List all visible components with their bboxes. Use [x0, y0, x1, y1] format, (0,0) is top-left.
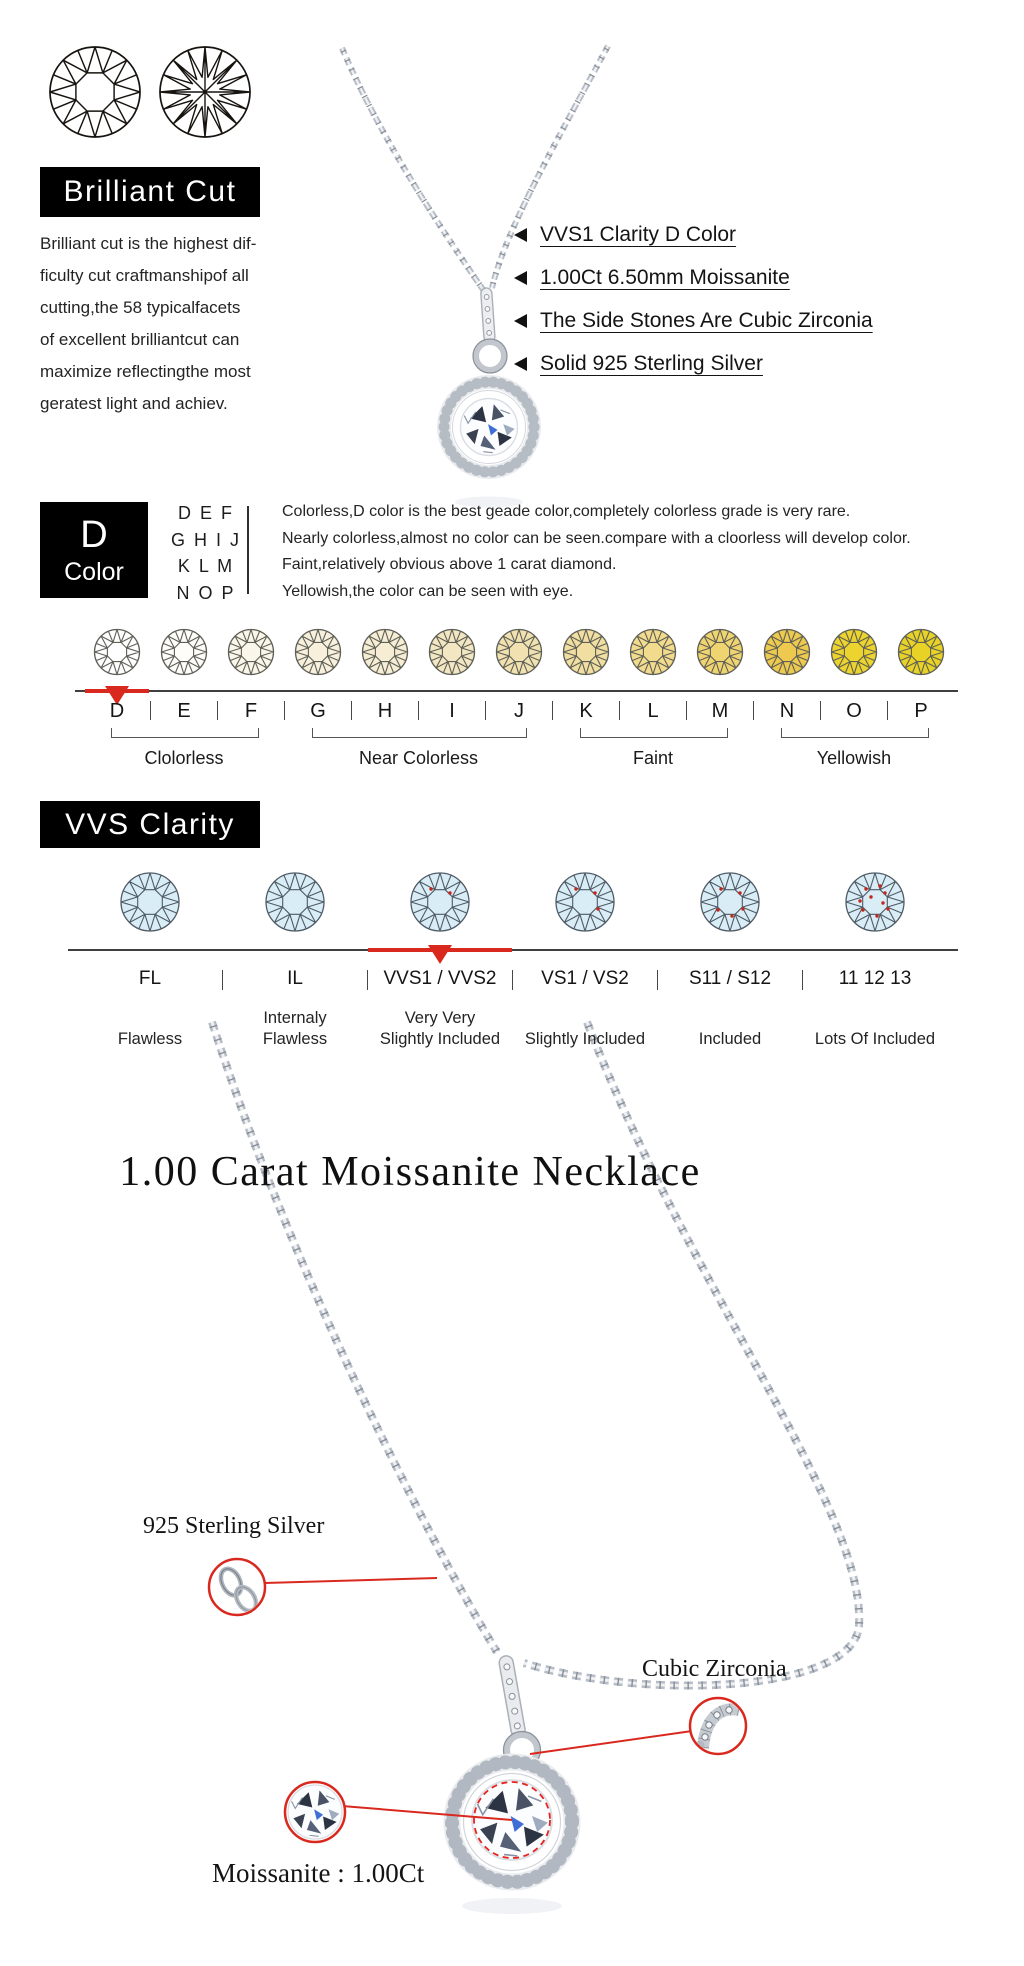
feature-bullet — [514, 263, 790, 293]
color-grade-letter-F: F — [244, 700, 258, 722]
brilliant-cut-banner — [40, 167, 260, 217]
letter-separator — [150, 701, 152, 720]
letter-separator — [217, 701, 219, 720]
clarity-separator — [802, 970, 804, 990]
d-color-banner-grade: D — [80, 513, 108, 556]
left-triangle-icon — [514, 357, 527, 371]
callout-center-stone-label: Moissanite : 1.00Ct — [212, 1858, 425, 1888]
color-grade-letter-J: J — [514, 700, 524, 722]
moissanite-stone-zoom-icon — [288, 1785, 342, 1839]
color-grade-gem-D — [95, 630, 140, 675]
letter-separator — [485, 701, 487, 720]
feature-bullet — [514, 349, 763, 379]
color-grade-gem-H — [363, 630, 408, 675]
color-grade-gem-L — [631, 630, 676, 675]
color-grade-gem-O — [832, 630, 877, 675]
callout-silver-magnifier — [209, 1559, 437, 1615]
d-color-description: Yellowish,the color can be seen with eye. — [282, 582, 574, 600]
color-grade-letter-L: L — [647, 700, 659, 722]
d-color-grades: D E F — [177, 503, 234, 523]
color-grade-gem-K — [564, 630, 609, 675]
clarity-grade-gem-FL — [121, 873, 179, 931]
clarity-separator — [367, 970, 369, 990]
brilliant-cut-crown-diagram-icon — [50, 47, 140, 137]
clarity-separator — [222, 970, 224, 990]
clarity-grade-description — [507, 1006, 663, 1050]
clarity-grade-gem-VVS1 / VVS2 — [411, 873, 469, 931]
brilliant-cut-pavilion-diagram-icon — [160, 47, 250, 137]
feature-bullet-list — [0, 220, 1024, 400]
color-grade-letter-M: M — [711, 700, 729, 722]
paragraph-line: ficulty cut craftmanshipof all — [40, 266, 249, 285]
clarity-grade-description — [217, 1006, 373, 1050]
clarity-grade-gem-VS1 / VS2 — [556, 873, 614, 931]
clarity-grade-label: 11 12 13 — [838, 968, 912, 989]
clarity-separator — [657, 970, 659, 990]
clarity-scale-selected-marker — [368, 945, 512, 964]
paragraph-line: cutting,the 58 typicalfacets — [40, 298, 241, 317]
d-color-grades: K L M — [177, 556, 235, 576]
letter-separator — [887, 701, 889, 720]
letter-separator — [552, 701, 554, 720]
product-title: 1.00 Carat Moissanite Necklace — [119, 1149, 701, 1195]
color-grade-gem-M — [698, 630, 743, 675]
feature-bullet — [514, 306, 873, 336]
clarity-description-line: Included — [698, 1030, 762, 1048]
pendant-bail-bottom — [498, 1655, 526, 1738]
d-color-description: Nearly colorless,almost no color can be seen.compare with a cloorless will develop color. — [282, 529, 911, 547]
clarity-description-line: Very Very — [404, 1009, 476, 1027]
clarity-grade-description — [72, 1006, 228, 1050]
letter-separator — [753, 701, 755, 720]
d-color-row — [0, 530, 1024, 556]
color-group-bracket — [580, 728, 728, 738]
feature-bullet-text: Solid 925 Sterling Silver — [540, 352, 763, 375]
paragraph-line: geratest light and achiev. — [40, 394, 228, 413]
pendant-reflection-bottom — [462, 1898, 562, 1914]
clarity-description-line: Slightly Included — [524, 1030, 646, 1048]
clarity-grade-label: S11 / S12 — [688, 968, 772, 989]
color-grade-gem-P — [899, 630, 944, 675]
clarity-grade-gem-11 12 13 — [846, 873, 904, 931]
brilliant-cut-banner-label: Brilliant Cut — [63, 175, 237, 208]
letter-separator — [820, 701, 822, 720]
paragraph-line: Brilliant cut is the highest dif- — [40, 234, 257, 253]
color-grade-letter-D: D — [109, 700, 125, 722]
d-color-row — [0, 556, 1024, 582]
left-triangle-icon — [514, 271, 527, 285]
color-group-label: Yellowish — [816, 748, 892, 768]
clarity-grade-label: FL — [138, 968, 162, 989]
feature-bullet-text: The Side Stones Are Cubic Zirconia — [540, 309, 873, 332]
d-color-grades: G H I J — [170, 529, 241, 550]
color-grade-gem-G — [296, 630, 341, 675]
vvs-clarity-banner — [40, 801, 260, 848]
callout-side-stone-label: Cubic Zirconia — [642, 1656, 787, 1682]
color-grade-gem-F — [229, 630, 274, 675]
color-grade-letter-K: K — [579, 700, 593, 722]
color-grade-letter-P: P — [914, 700, 928, 722]
clarity-description-line: Internaly — [263, 1009, 327, 1027]
color-grade-gem-E — [162, 630, 207, 675]
d-color-banner-word: Color — [64, 557, 124, 586]
feature-bullet — [514, 220, 736, 250]
color-grade-gem-J — [497, 630, 542, 675]
color-grade-letter-G: G — [310, 700, 326, 722]
clarity-grade-label: VS1 / VS2 — [541, 968, 629, 989]
letter-separator — [284, 701, 286, 720]
clarity-description-line: Flawless — [117, 1030, 183, 1048]
color-group-label: Clolorless — [144, 748, 224, 768]
color-group-bracket — [111, 728, 259, 738]
color-group-bracket — [312, 728, 527, 738]
color-grade-letter-H: H — [377, 700, 393, 722]
clarity-grade-label: IL — [287, 968, 303, 989]
left-triangle-icon — [514, 314, 527, 328]
d-color-description: Faint,relatively obvious above 1 carat diamond. — [282, 556, 617, 573]
letter-separator — [686, 701, 688, 720]
d-color-grades: N O P — [176, 582, 236, 603]
d-color-description: Colorless,D color is the best geade color,completely colorless grade is very rare. — [282, 503, 851, 520]
clarity-separator — [512, 970, 514, 990]
clarity-grade-label: VVS1 / VVS2 — [383, 968, 497, 989]
clarity-grade-gem-S11 / S12 — [701, 873, 759, 931]
color-grade-letter-E: E — [177, 700, 191, 722]
vvs-clarity-banner-label: VVS Clarity — [65, 807, 235, 841]
paragraph-line: maximize reflectingthe most — [40, 362, 251, 381]
feature-bullet-text: 1.00Ct 6.50mm Moissanite — [540, 266, 790, 289]
letter-separator — [351, 701, 353, 720]
d-color-row — [0, 583, 1024, 609]
color-grade-letter-N: N — [779, 700, 795, 722]
d-color-row — [0, 503, 1024, 529]
color-group-label: Near Colorless — [358, 748, 479, 768]
clarity-description-line: Lots Of Included — [814, 1030, 936, 1048]
color-grade-letter-I: I — [449, 700, 455, 722]
letter-separator — [418, 701, 420, 720]
paragraph-line: of excellent brilliantcut can — [40, 330, 240, 349]
callout-zirconia-magnifier — [530, 1698, 746, 1754]
color-scale-letter-row — [0, 700, 1024, 724]
callout-chain-label: 925 Sterling Silver — [143, 1513, 325, 1539]
clarity-description-line: Slightly Included — [379, 1030, 501, 1048]
clarity-grade-description — [797, 1006, 953, 1050]
clarity-grade-gem-IL — [266, 873, 324, 931]
color-grade-gem-N — [765, 630, 810, 675]
clarity-grade-description — [362, 1006, 518, 1050]
color-group-bracket — [781, 728, 929, 738]
clarity-description-line: Flawless — [262, 1030, 328, 1048]
left-triangle-icon — [514, 228, 527, 242]
color-grade-letter-O: O — [846, 700, 862, 722]
letter-separator — [619, 701, 621, 720]
color-grade-gem-I — [430, 630, 475, 675]
feature-bullet-text: VVS1 Clarity D Color — [540, 223, 737, 246]
clarity-grade-description — [652, 1006, 808, 1050]
color-group-label: Faint — [632, 748, 674, 768]
